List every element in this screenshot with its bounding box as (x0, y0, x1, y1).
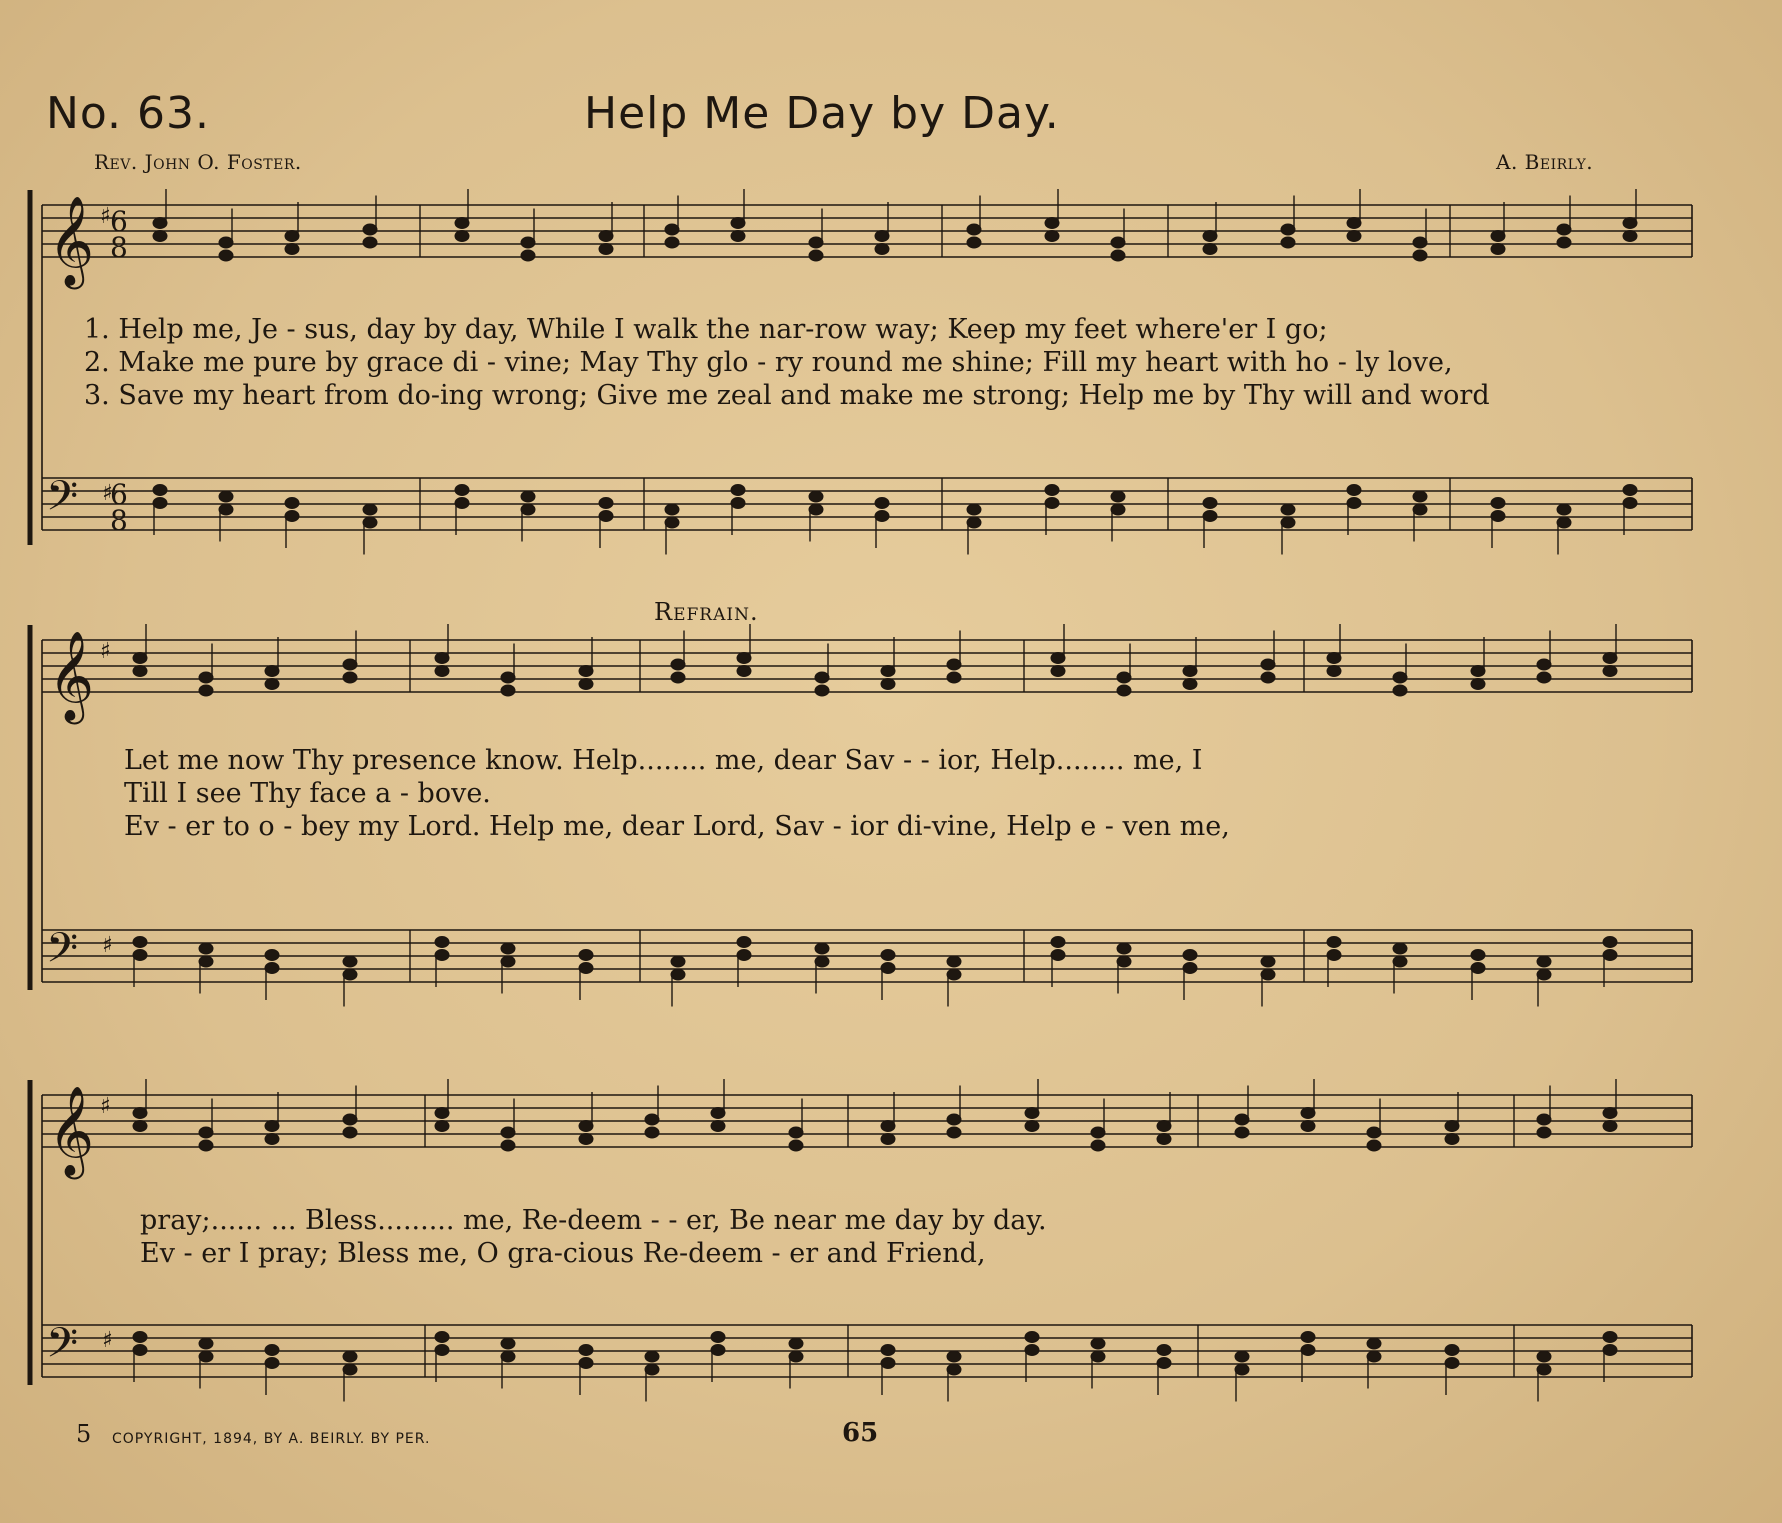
note-head (133, 1332, 147, 1343)
refrain-label: Refrain. (654, 598, 759, 626)
note-head (671, 956, 685, 967)
note-head (1117, 685, 1131, 696)
note-head (1537, 672, 1551, 683)
note-head (199, 672, 213, 683)
note-head (1491, 244, 1505, 255)
note-head (455, 218, 469, 229)
note-head (1111, 250, 1125, 261)
note-head (521, 250, 535, 261)
note-head (435, 1121, 449, 1132)
note-head (579, 1358, 593, 1369)
hymn-number: No. 63. (46, 88, 211, 139)
note-head (199, 943, 213, 954)
note-head (881, 666, 895, 677)
note-head (881, 679, 895, 690)
note-head (501, 943, 515, 954)
note-head (665, 517, 679, 528)
note-head (1183, 950, 1197, 961)
note-head (1051, 937, 1065, 948)
note-head (1393, 956, 1407, 967)
note-head (363, 504, 377, 515)
note-head (1393, 685, 1407, 696)
note-head (1091, 1338, 1105, 1349)
note-head (1367, 1351, 1381, 1362)
note-head (711, 1121, 725, 1132)
note-head (1537, 1364, 1551, 1375)
note-head (1183, 963, 1197, 974)
note-head (1327, 950, 1341, 961)
note-head (285, 244, 299, 255)
note-head (881, 1345, 895, 1356)
note-head (133, 653, 147, 664)
note-head (881, 1134, 895, 1145)
note-head (521, 491, 535, 502)
note-head (1537, 1127, 1551, 1138)
note-head (731, 498, 745, 509)
note-head (1603, 1345, 1617, 1356)
key-sharp-icon: ♯ (100, 639, 111, 664)
note-head (809, 250, 823, 261)
note-head (1347, 231, 1361, 242)
author-credit: Rev. John O. Foster. (94, 150, 302, 174)
note-head (219, 504, 233, 515)
note-head (711, 1332, 725, 1343)
note-head (1157, 1134, 1171, 1145)
note-head (1117, 672, 1131, 683)
note-head (1235, 1114, 1249, 1125)
note-head (1623, 231, 1637, 242)
note-head (455, 485, 469, 496)
note-head (789, 1338, 803, 1349)
note-head (1603, 937, 1617, 948)
note-head (343, 659, 357, 670)
bass-clef-icon: 𝄢 (46, 1319, 79, 1377)
note-head (1603, 653, 1617, 664)
note-head (1183, 679, 1197, 690)
lyric-verse-1: 1. Help me, Je - sus, day by day, While I walk the nar-row way; Keep my feet where'er I go; (84, 314, 1328, 345)
note-head (435, 653, 449, 664)
lyric-line-1: pray;...... ... Bless......... me, Re-deem - - er, Be near me day by day. (140, 1205, 1047, 1236)
note-head (199, 1351, 213, 1362)
note-head (521, 237, 535, 248)
note-head (435, 937, 449, 948)
note-head (1281, 504, 1295, 515)
note-head (1301, 1332, 1315, 1343)
note-head (1091, 1351, 1105, 1362)
note-head (665, 504, 679, 515)
note-head (265, 1134, 279, 1145)
note-head (1327, 937, 1341, 948)
note-head (501, 1140, 515, 1151)
note-head (881, 963, 895, 974)
note-head (133, 1108, 147, 1119)
note-head (285, 498, 299, 509)
lyric-line-3: Ev - er to o - bey my Lord. Help me, dear Lord, Sav - ior di-vine, Help e - ven me, (124, 811, 1230, 842)
note-head (645, 1127, 659, 1138)
note-head (285, 511, 299, 522)
note-head (501, 1338, 515, 1349)
note-head (737, 653, 751, 664)
note-head (1471, 950, 1485, 961)
note-head (711, 1345, 725, 1356)
note-head (1025, 1332, 1039, 1343)
note-head (815, 943, 829, 954)
note-head (875, 498, 889, 509)
note-head (219, 491, 233, 502)
note-head (1281, 237, 1295, 248)
key-sharp-icon: ♯ (100, 1094, 111, 1119)
note-head (153, 485, 167, 496)
note-head (153, 218, 167, 229)
note-head (1603, 1108, 1617, 1119)
note-head (967, 237, 981, 248)
note-head (1557, 224, 1571, 235)
note-head (665, 224, 679, 235)
note-head (1471, 963, 1485, 974)
note-head (501, 1351, 515, 1362)
note-head (1117, 943, 1131, 954)
note-head (1183, 666, 1197, 677)
note-head (1045, 498, 1059, 509)
lyric-verse-3: 3. Save my heart from do-ing wrong; Give me zeal and make me strong; Help me by Thy will and word (84, 380, 1490, 411)
note-head (809, 504, 823, 515)
note-head (1623, 218, 1637, 229)
note-head (645, 1364, 659, 1375)
note-head (665, 237, 679, 248)
note-head (947, 659, 961, 670)
note-head (1025, 1345, 1039, 1356)
note-head (1537, 1114, 1551, 1125)
note-head (1235, 1351, 1249, 1362)
composer-credit: A. Beirly. (1496, 150, 1594, 174)
note-head (1281, 224, 1295, 235)
note-head (199, 685, 213, 696)
note-head (711, 1108, 725, 1119)
note-head (363, 224, 377, 235)
note-head (789, 1140, 803, 1151)
note-head (1347, 218, 1361, 229)
note-head (1471, 666, 1485, 677)
note-head (1025, 1108, 1039, 1119)
note-head (599, 511, 613, 522)
note-head (1603, 1332, 1617, 1343)
note-head (579, 1134, 593, 1145)
note-head (789, 1127, 803, 1138)
note-head (1603, 1121, 1617, 1132)
note-head (815, 685, 829, 696)
note-head (947, 1127, 961, 1138)
note-head (1471, 679, 1485, 690)
note-head (1051, 653, 1065, 664)
note-head (671, 672, 685, 683)
note-head (947, 1351, 961, 1362)
lyric-verse-2: 2. Make me pure by grace di - vine; May Thy glo - ry round me shine; Fill my heart with ho - ly love, (84, 347, 1453, 378)
note-head (435, 1108, 449, 1119)
note-head (1445, 1134, 1459, 1145)
note-head (1413, 491, 1427, 502)
note-head (1327, 653, 1341, 664)
note-head (343, 1114, 357, 1125)
note-head (1025, 1121, 1039, 1132)
signature-mark: 5 (76, 1420, 92, 1448)
note-head (435, 950, 449, 961)
key-sharp-icon: ♯ (102, 481, 113, 506)
note-head (579, 666, 593, 677)
note-head (1301, 1121, 1315, 1132)
note-head (1261, 659, 1275, 670)
note-head (153, 498, 167, 509)
note-head (967, 224, 981, 235)
note-head (1367, 1338, 1381, 1349)
note-head (455, 498, 469, 509)
note-head (285, 231, 299, 242)
note-head (199, 956, 213, 967)
note-head (947, 969, 961, 980)
note-head (599, 231, 613, 242)
note-head (265, 1358, 279, 1369)
note-head (133, 1345, 147, 1356)
note-head (1445, 1345, 1459, 1356)
note-head (731, 231, 745, 242)
note-head (947, 1364, 961, 1375)
note-head (1491, 498, 1505, 509)
note-head (1347, 485, 1361, 496)
note-head (731, 485, 745, 496)
note-head (343, 1127, 357, 1138)
note-head (1045, 231, 1059, 242)
note-head (1445, 1121, 1459, 1132)
note-head (1537, 659, 1551, 670)
note-head (1413, 250, 1427, 261)
note-head (1623, 498, 1637, 509)
key-sharp-icon: ♯ (100, 204, 111, 229)
note-head (343, 1364, 357, 1375)
note-head (343, 672, 357, 683)
note-head (1603, 666, 1617, 677)
note-head (1367, 1127, 1381, 1138)
key-sharp-icon: ♯ (102, 1328, 113, 1353)
note-head (815, 956, 829, 967)
time-signature-bottom: 8 (110, 504, 128, 537)
note-head (1261, 956, 1275, 967)
note-head (435, 666, 449, 677)
note-head (265, 950, 279, 961)
note-head (219, 250, 233, 261)
note-head (1623, 485, 1637, 496)
note-head (967, 517, 981, 528)
page-number: 65 (842, 1418, 879, 1448)
note-head (1557, 517, 1571, 528)
note-head (947, 672, 961, 683)
note-head (343, 956, 357, 967)
note-head (133, 950, 147, 961)
note-head (671, 659, 685, 670)
note-head (1045, 485, 1059, 496)
note-head (1235, 1364, 1249, 1375)
note-head (501, 672, 515, 683)
note-head (1491, 231, 1505, 242)
note-head (1557, 237, 1571, 248)
lyric-line-2: Ev - er I pray; Bless me, O gra-cious Re-deem - er and Friend, (140, 1238, 986, 1269)
note-head (875, 231, 889, 242)
note-head (881, 1358, 895, 1369)
note-head (265, 666, 279, 677)
note-head (1537, 956, 1551, 967)
note-head (265, 679, 279, 690)
note-head (501, 1127, 515, 1138)
time-signature-bottom: 8 (110, 231, 128, 264)
time-signature-top: 6 (110, 478, 128, 511)
note-head (1117, 956, 1131, 967)
note-head (363, 237, 377, 248)
note-head (133, 1121, 147, 1132)
note-head (455, 231, 469, 242)
treble-clef-icon: 𝄞 (48, 196, 95, 286)
note-head (1235, 1127, 1249, 1138)
note-head (1203, 231, 1217, 242)
note-head (881, 950, 895, 961)
note-head (363, 517, 377, 528)
note-head (947, 956, 961, 967)
note-head (1491, 511, 1505, 522)
note-head (579, 679, 593, 690)
note-head (809, 237, 823, 248)
note-head (1445, 1358, 1459, 1369)
bass-clef-icon: 𝄢 (46, 924, 79, 982)
time-signature-top: 6 (110, 205, 128, 238)
note-head (199, 1338, 213, 1349)
note-head (199, 1140, 213, 1151)
note-head (1203, 511, 1217, 522)
note-head (435, 1345, 449, 1356)
note-head (1393, 672, 1407, 683)
note-head (875, 511, 889, 522)
note-head (645, 1351, 659, 1362)
note-head (1347, 498, 1361, 509)
note-head (435, 1332, 449, 1343)
note-head (1301, 1108, 1315, 1119)
lyric-line-2: Till I see Thy face a - bove. (124, 778, 491, 809)
note-head (1091, 1140, 1105, 1151)
note-head (1157, 1358, 1171, 1369)
note-head (1111, 237, 1125, 248)
note-head (501, 685, 515, 696)
note-head (579, 950, 593, 961)
note-head (731, 218, 745, 229)
note-head (343, 1351, 357, 1362)
note-head (967, 504, 981, 515)
note-head (1091, 1127, 1105, 1138)
note-head (579, 963, 593, 974)
note-head (671, 969, 685, 980)
note-head (1367, 1140, 1381, 1151)
note-head (579, 1345, 593, 1356)
note-head (809, 491, 823, 502)
note-head (153, 231, 167, 242)
hymn-title: Help Me Day by Day. (584, 88, 1060, 139)
note-head (1157, 1345, 1171, 1356)
treble-clef-icon: 𝄞 (48, 1086, 95, 1176)
note-head (1261, 672, 1275, 683)
note-head (737, 950, 751, 961)
note-head (343, 969, 357, 980)
note-head (599, 498, 613, 509)
note-head (881, 1121, 895, 1132)
note-head (1203, 498, 1217, 509)
treble-clef-icon: 𝄞 (48, 631, 95, 721)
note-head (501, 956, 515, 967)
note-head (815, 672, 829, 683)
note-head (265, 963, 279, 974)
note-head (1111, 504, 1125, 515)
note-head (1051, 950, 1065, 961)
note-head (1157, 1121, 1171, 1132)
note-head (1393, 943, 1407, 954)
note-head (947, 1114, 961, 1125)
note-head (199, 1127, 213, 1138)
note-head (1557, 504, 1571, 515)
note-head (1327, 666, 1341, 677)
note-head (1603, 950, 1617, 961)
note-head (737, 666, 751, 677)
note-head (1537, 969, 1551, 980)
note-head (1111, 491, 1125, 502)
lyric-line-1: Let me now Thy presence know. Help........ me, dear Sav - - ior, Help........ me, I (124, 745, 1203, 776)
note-head (1301, 1345, 1315, 1356)
note-head (1537, 1351, 1551, 1362)
note-head (789, 1351, 803, 1362)
note-head (1045, 218, 1059, 229)
key-sharp-icon: ♯ (102, 933, 113, 958)
note-head (1203, 244, 1217, 255)
note-head (133, 937, 147, 948)
note-head (1281, 517, 1295, 528)
note-head (1261, 969, 1275, 980)
note-head (219, 237, 233, 248)
copyright-notice: COPYRIGHT, 1894, BY A. BEIRLY. BY PER. (112, 1431, 431, 1447)
note-head (875, 244, 889, 255)
note-head (579, 1121, 593, 1132)
note-head (1051, 666, 1065, 677)
bass-clef-icon: 𝄢 (46, 472, 79, 530)
note-head (133, 666, 147, 677)
note-head (737, 937, 751, 948)
note-head (265, 1121, 279, 1132)
note-head (1413, 237, 1427, 248)
note-head (265, 1345, 279, 1356)
note-head (521, 504, 535, 515)
note-head (1413, 504, 1427, 515)
note-head (645, 1114, 659, 1125)
note-head (599, 244, 613, 255)
